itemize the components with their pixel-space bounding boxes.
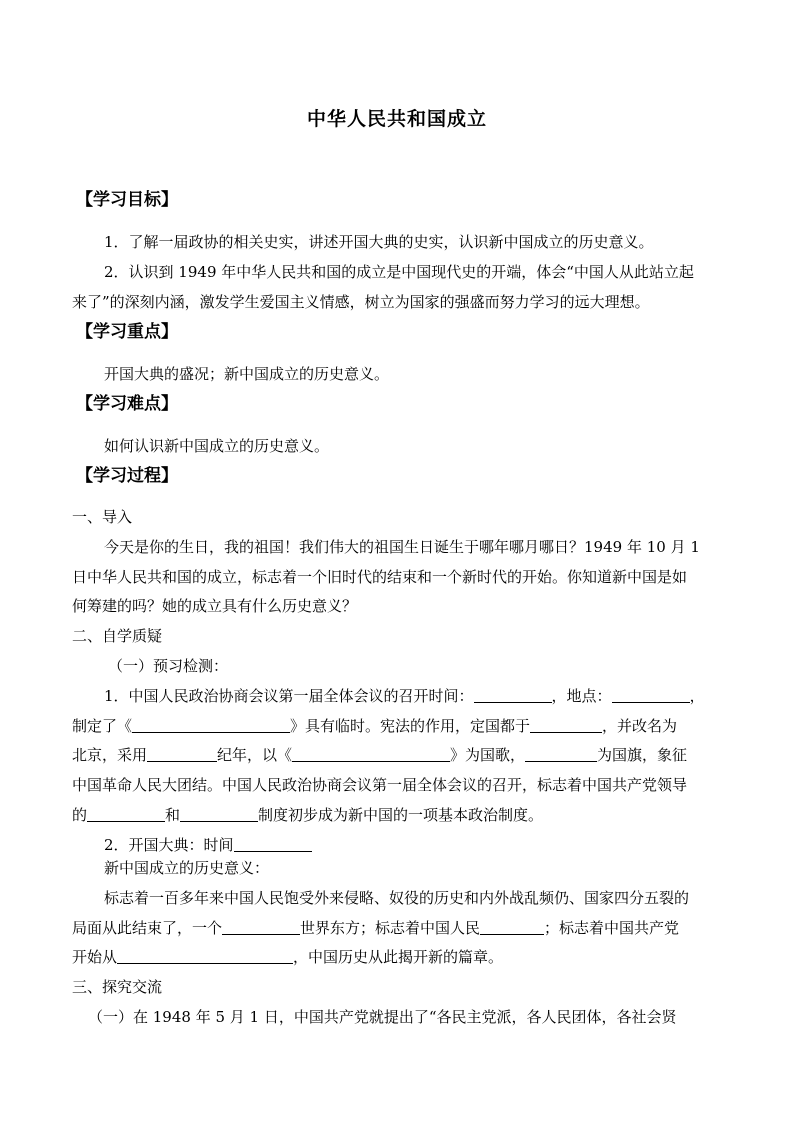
intro-line-2: 日中华人民共和国的成立，标志着一个旧时代的结束和一个新时代的开始。你知道新中国是如 bbox=[72, 568, 688, 586]
blank-people[interactable] bbox=[480, 919, 544, 935]
goal-2-line-1: 2．认识到 1949 年中华人民共和国的成立是中国现代史的开端，体会“中国人从此站立起 bbox=[104, 263, 694, 281]
sig-text-e: ，中国历史从此揭开新的篇章。 bbox=[293, 948, 504, 966]
blank-meeting-place[interactable] bbox=[612, 687, 690, 703]
q1-text-m: 制度初步成为新中国的一项基本政治制度。 bbox=[258, 806, 544, 824]
section-self-study: 二、自学质疑 bbox=[72, 627, 163, 645]
heading-key-points: 【学习重点】 bbox=[76, 322, 178, 342]
q1-text-i: 》为国歌， bbox=[450, 746, 526, 764]
q1-text-h: 纪年，以《 bbox=[217, 746, 293, 764]
section-intro: 一、导入 bbox=[72, 508, 133, 526]
q1-text-b: ，地点： bbox=[551, 687, 612, 705]
heading-learning-goals: 【学习目标】 bbox=[76, 190, 178, 210]
blank-capital[interactable] bbox=[530, 717, 602, 733]
question-1-line-4: 中国革命人民大团结。中国人民政治协商会议第一届全体会议的召开，标志着中国共产党领导 bbox=[72, 776, 688, 794]
q1-text-a: 1．中国人民政治协商会议第一届全体会议的召开时间： bbox=[104, 687, 474, 705]
question-2 bbox=[104, 835, 764, 855]
q1-text-g: 北京，采用 bbox=[72, 746, 148, 764]
q1-text-e: 》具有临时。宪法的作用，定国都于 bbox=[290, 717, 531, 735]
blank-consultation[interactable] bbox=[180, 806, 258, 822]
blank-meeting-time[interactable] bbox=[474, 687, 552, 703]
blank-east[interactable] bbox=[222, 919, 300, 935]
q1-text-j: 为国旗，象征 bbox=[597, 746, 688, 764]
sig-text-a: 局面从此结束了，一个 bbox=[72, 919, 223, 937]
q2-text: 2．开国大典：时间 bbox=[104, 836, 234, 854]
blank-anthem[interactable] bbox=[292, 746, 450, 762]
blank-cooperation[interactable] bbox=[87, 806, 165, 822]
difficult-point-text: 如何认识新中国成立的历史意义。 bbox=[104, 437, 330, 455]
significance-line-3 bbox=[72, 947, 732, 967]
question-1-line-1 bbox=[104, 686, 764, 706]
q1-text-l: 和 bbox=[165, 806, 181, 824]
blank-document-name[interactable] bbox=[132, 717, 290, 733]
blank-party-role[interactable] bbox=[117, 948, 293, 964]
subsection-preview-test: （一）预习检测： bbox=[108, 657, 229, 675]
significance-line-1: 标志着一百多年来中国人民饱受外来侵略、奴役的历史和内外战乱频仍、国家四分五裂的 bbox=[104, 889, 690, 907]
sig-text-d: 开始从 bbox=[72, 948, 118, 966]
goal-1: 1．了解一届政协的相关史实，讲述开国大典的史实，认识新中国成立的历史意义。 bbox=[104, 233, 654, 251]
significance-title: 新中国成立的历史意义： bbox=[104, 859, 270, 877]
blank-ceremony-time[interactable] bbox=[234, 836, 312, 852]
heading-difficult-points: 【学习难点】 bbox=[76, 394, 178, 414]
key-point-text: 开国大典的盛况；新中国成立的历史意义。 bbox=[104, 365, 390, 383]
page-title: 中华人民共和国成立 bbox=[306, 108, 487, 130]
inquiry-line-1: （一）在 1948 年 5 月 1 日，中国共产党就提出了“各民主党派，各人民团体，各社会贤 bbox=[88, 1008, 677, 1026]
q1-text-k: 的 bbox=[72, 806, 88, 824]
intro-line-1: 今天是你的生日，我的祖国！我们伟大的祖国生日诞生于哪年哪月哪日？1949 年 10 月 1 bbox=[104, 538, 700, 556]
goal-2-line-2: 来了”的深刻内涵，激发学生爱国主义情感，树立为国家的强盛而努力学习的远大理想。 bbox=[72, 293, 650, 311]
q1-text-f: ，并改名为 bbox=[602, 717, 678, 735]
question-1-line-5 bbox=[72, 805, 732, 825]
blank-calendar[interactable] bbox=[147, 746, 217, 762]
sig-text-c: ；标志着中国共产党 bbox=[544, 919, 680, 937]
question-1-line-3 bbox=[72, 745, 732, 765]
significance-line-2 bbox=[72, 918, 732, 938]
q1-text-c: ， bbox=[689, 687, 705, 705]
sig-text-b: 世界东方；标志着中国人民 bbox=[300, 919, 481, 937]
intro-line-3: 何筹建的吗？她的成立具有什么历史意义？ bbox=[72, 597, 358, 615]
q1-text-d: 制定了《 bbox=[72, 717, 133, 735]
blank-flag[interactable] bbox=[525, 746, 597, 762]
section-inquiry: 三、探究交流 bbox=[72, 978, 163, 996]
question-1-line-2 bbox=[72, 716, 732, 736]
heading-learning-process: 【学习过程】 bbox=[76, 466, 178, 486]
